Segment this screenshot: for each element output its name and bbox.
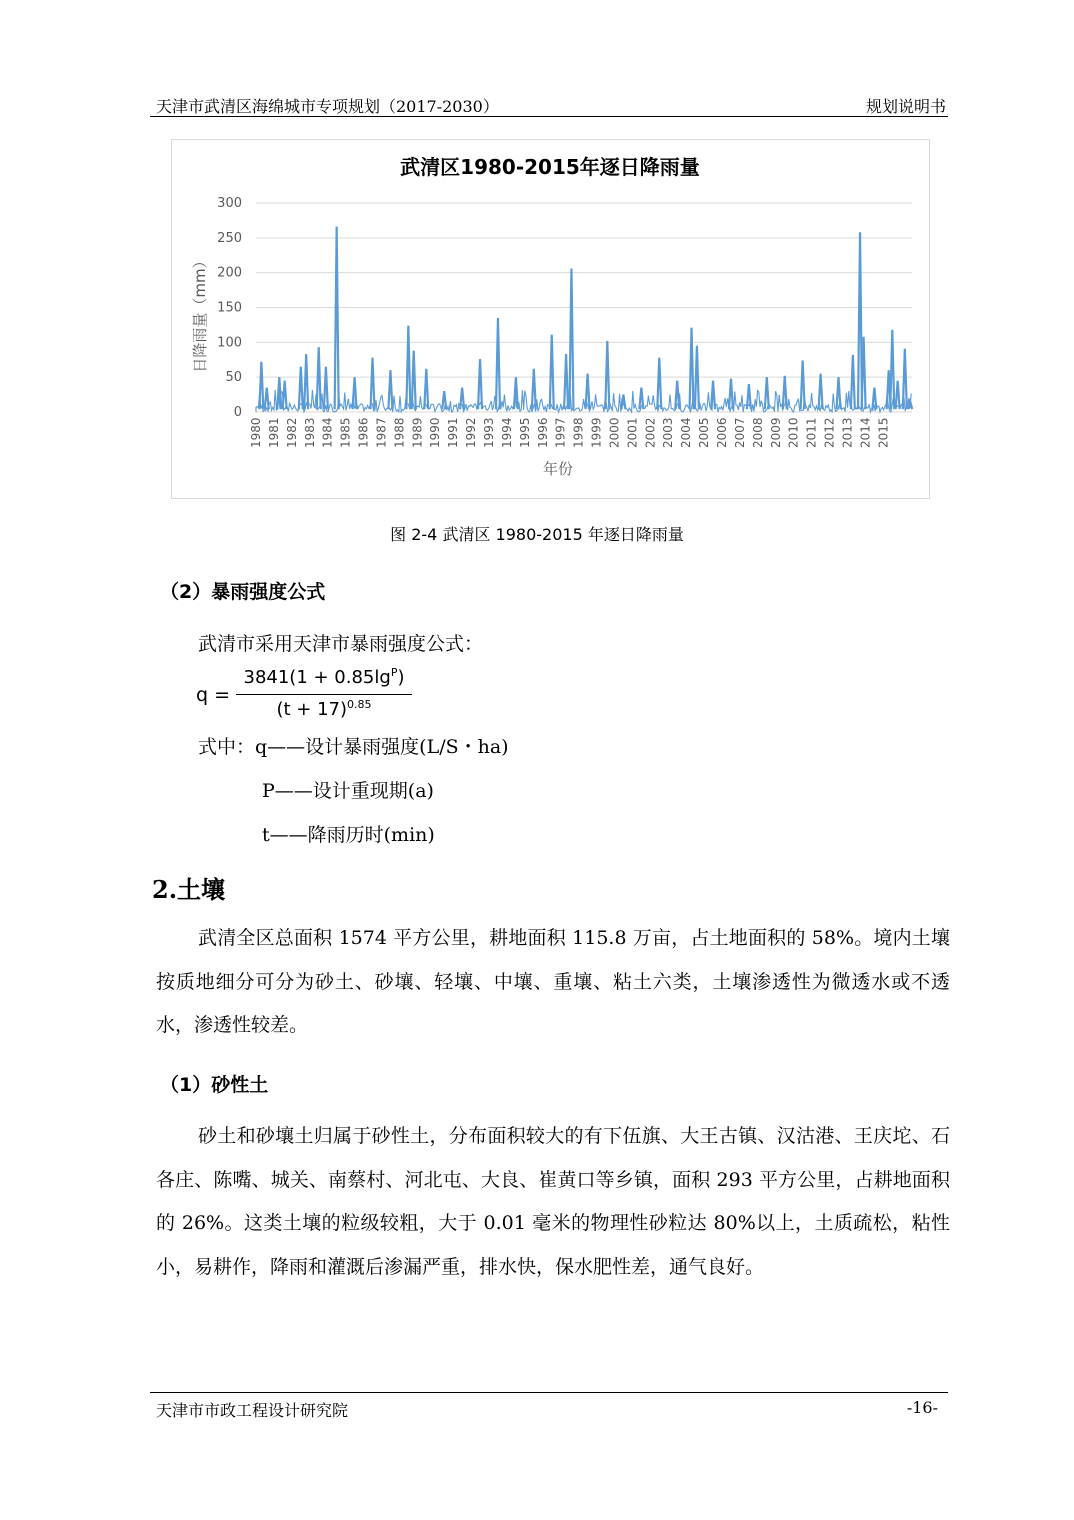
x-tick-label: 1985 [338,417,353,448]
rainfall-peak [496,318,500,409]
rainfall-peak [388,370,392,409]
soil-heading: 2.土壤 [152,875,226,904]
x-tick-label: 2000 [607,417,622,448]
rainfall-peak [532,369,536,409]
y-tick-label: 300 [217,196,242,211]
definition-q: 式中：q——设计暴雨强度(L/S・ha) [198,736,509,758]
rainfall-peak [903,349,907,410]
footer-org: 天津市市政工程设计研究院 [156,1401,349,1420]
definition-t: t——降雨历时(min) [262,824,435,846]
formula-fraction-bar [236,694,412,695]
x-tick-label: 2013 [840,417,855,448]
definition-p: P——设计重现期(a) [262,780,434,802]
x-tick-label: 1987 [374,417,389,448]
x-tick-label: 1982 [284,417,299,448]
x-tick-label: 1984 [320,417,335,448]
rainfall-peak [265,388,269,410]
sandy-soil-heading: （1）砂性土 [160,1074,269,1096]
x-tick-label: 2010 [786,417,801,448]
x-tick-label: 1988 [392,417,407,448]
rainfall-peak [550,335,554,410]
rainfall-peak [317,347,321,409]
rainfall-peak [690,328,694,410]
x-tick-label: 1990 [428,417,443,448]
x-tick-label: 2014 [858,417,873,448]
rainfall-peak [621,395,625,410]
x-tick-label: 2011 [804,417,819,448]
x-tick-label: 2001 [625,417,640,448]
rainfall-peak [442,391,446,409]
rainstorm-formula [196,666,426,726]
rainfall-peak [837,377,841,409]
rainstorm-heading: （2）暴雨强度公式 [160,581,326,603]
formula-denominator-sup: 0.85 [347,698,372,711]
x-tick-label: 2008 [750,417,765,448]
y-axis-label: 日降雨量（mm） [191,253,209,373]
rainfall-peak [406,326,410,410]
rainfall-peak [711,381,715,410]
rainfall-peak [657,358,661,410]
formula-denominator-text: (t + 17) [276,699,348,720]
y-tick-label: 250 [217,230,242,246]
rainfall-peak [564,354,568,409]
x-tick-label: 1991 [446,417,461,448]
rainfall-peak [819,374,823,410]
x-tick-label: 1992 [464,417,479,448]
x-tick-label: 2004 [679,417,694,448]
formula-numerator-close: ) [397,667,405,688]
x-tick-label: 1986 [356,417,371,448]
rainfall-peak [424,369,428,409]
header-title: 天津市武清区海绵城市专项规划（2017-2030） [156,97,499,116]
x-tick-label: 1997 [553,417,568,448]
y-tick-label: 0 [233,405,242,420]
x-tick-label: 1983 [302,417,317,448]
formula-denominator [236,698,412,720]
rainfall-peak [851,355,855,409]
formula-numerator-sup: P [390,666,398,679]
y-tick-label: 50 [225,370,242,386]
x-tick-label: 2009 [768,417,783,448]
formula-intro: 武清市采用天津市暴雨强度公式： [198,633,484,655]
x-tick-label: 1993 [482,417,497,448]
rainfall-peak [896,381,900,410]
x-tick-label: 2015 [876,417,891,448]
rainfall-peak [862,337,866,409]
rainfall-peak [729,379,733,410]
rainfall-peak [324,367,328,409]
x-tick-label: 2003 [661,417,676,448]
x-tick-label: 1996 [535,417,550,448]
x-tick-label: 1999 [589,417,604,448]
rainfall-peak [695,346,699,409]
y-tick-label: 100 [217,335,242,351]
rainfall-peak [259,362,263,409]
soil-paragraph-2: 砂土和砂壤土归属于砂性土，分布面积较大的有下伍旗、大王古镇、汉沽港、王庆坨、石各庄、陈嘴、城关、南蔡村、河北屯、大良、崔黄口等乡镇，面积 293 平方公里，占耕地面积的 26%。这类土壤的粒级较粗，大于 0.01 毫米的物理性砂粒达 80%以上，土质疏松，粘性小，易耕作，降雨和灌溉后渗漏严重，排水快，保水肥性差，通气良好。 [156,1125,950,1278]
rainfall-peak [283,381,287,410]
x-tick-label: 1998 [571,417,586,448]
rainfall-peak [605,341,609,409]
rainfall-peak [765,377,769,409]
x-tick-label: 1981 [266,417,281,448]
rainfall-peak [801,360,805,409]
x-tick-label: 2002 [643,417,658,448]
y-tick-label: 200 [217,265,242,281]
rainfall-peak [412,351,416,410]
rainfall-peak [299,367,303,409]
x-axis-label: 年份 [542,460,574,478]
page-number: -16- [906,1398,938,1417]
figure-caption: 图 2-4 武清区 1980-2015 年逐日降雨量 [390,525,684,544]
x-tick-label: 1980 [249,417,263,448]
rainfall-chart-svg [172,140,929,498]
header-doc-type: 规划说明书 [865,97,946,116]
x-tick-label: 1989 [410,417,425,448]
footer-divider [150,1392,948,1393]
x-tick-label: 2005 [697,417,712,448]
soil-paragraph-1: 武清全区总面积 1574 平方公里，耕地面积 115.8 万亩，占土地面积的 58%。境内土壤按质地细分可分为砂土、砂壤、轻壤、中壤、重壤、粘土六类，土壤渗透性为微透水或不透水，渗透性较差。 [156,927,950,1036]
y-tick-label: 150 [217,300,242,316]
rainfall-peak [371,358,375,410]
rainfall-peak [890,330,894,409]
rainfall-peak [478,359,482,409]
rainfall-peak [335,227,339,410]
x-tick-label: 2006 [715,417,730,448]
x-tick-label: 1994 [499,417,514,448]
rainfall-peak [569,268,573,409]
formula-numerator-text: 3841(1 + 0.85lg [243,667,391,688]
formula-numerator [236,666,412,688]
chart-title: 武清区1980-2015年逐日降雨量 [400,155,700,179]
rainfall-chart [171,139,930,499]
x-tick-label: 2007 [732,417,747,448]
formula-lhs: q = [196,684,231,706]
header-divider [150,116,948,117]
x-tick-label: 1995 [517,417,532,448]
rainfall-peak [304,354,308,409]
x-tick-label: 2012 [822,417,837,448]
